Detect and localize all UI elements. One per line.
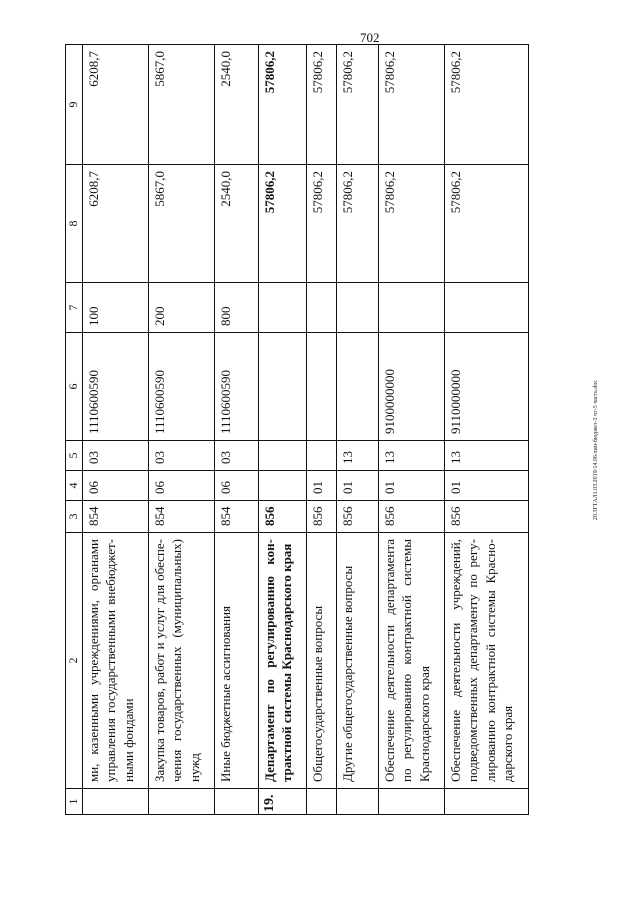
row-amount-col9: 57806,2	[258, 45, 306, 165]
row-index	[148, 789, 214, 815]
row-amount-col9: 57806,2	[306, 45, 336, 165]
row-expense-type: 100	[82, 283, 148, 333]
row-description: Общегосударственные вопросы	[306, 533, 336, 789]
row-section-code	[258, 471, 306, 501]
row-target-code: 1110600590	[214, 333, 258, 441]
file-path-note: 20.3ГТАЛ1.03.2019/14.06/лин-бюджет-3 чт-5 часть.doc	[593, 379, 599, 521]
row-amount-col8: 5867,0	[148, 165, 214, 283]
row-index	[82, 789, 148, 815]
header-col-9: 9	[66, 45, 83, 165]
row-section-code: 01	[444, 471, 528, 501]
row-subsection-code: 03	[214, 441, 258, 471]
row-subsection-code	[306, 441, 336, 471]
row-description: Обеспечение деятельности департамента по регулированию контрактной системы Краснодарского края	[378, 533, 444, 789]
row-expense-type	[306, 283, 336, 333]
row-ved-code: 856	[336, 501, 378, 533]
row-section-code: 06	[214, 471, 258, 501]
row-index	[378, 789, 444, 815]
row-expense-type: 800	[214, 283, 258, 333]
row-subsection-code	[258, 441, 306, 471]
row-ved-code: 856	[378, 501, 444, 533]
row-subsection-code: 03	[148, 441, 214, 471]
row-amount-col8: 6208,7	[82, 165, 148, 283]
row-ved-code: 854	[148, 501, 214, 533]
row-index	[444, 789, 528, 815]
header-col-3: 3	[66, 501, 83, 533]
row-ved-code: 854	[214, 501, 258, 533]
row-section-code: 01	[378, 471, 444, 501]
row-target-code: 9110000000	[444, 333, 528, 441]
page-number: 702	[360, 30, 380, 45]
row-amount-col9: 6208,7	[82, 45, 148, 165]
header-col-6: 6	[66, 333, 83, 441]
row-subsection-code: 13	[378, 441, 444, 471]
row-amount-col9: 2540,0	[214, 45, 258, 165]
row-ved-code: 856	[258, 501, 306, 533]
row-section-code: 01	[336, 471, 378, 501]
row-target-code: 1110600590	[82, 333, 148, 441]
row-subsection-code: 13	[444, 441, 528, 471]
row-expense-type	[444, 283, 528, 333]
row-amount-col9: 57806,2	[336, 45, 378, 165]
row-target-code	[336, 333, 378, 441]
table-row	[148, 45, 214, 815]
row-ved-code: 856	[306, 501, 336, 533]
header-col-4: 4	[66, 471, 83, 501]
row-target-code	[306, 333, 336, 441]
row-expense-type	[258, 283, 306, 333]
row-ved-code: 856	[444, 501, 528, 533]
table-row	[444, 45, 528, 815]
table-row	[258, 45, 306, 815]
row-amount-col8: 57806,2	[444, 165, 528, 283]
row-target-code: 9100000000	[378, 333, 444, 441]
header-col-7: 7	[66, 283, 83, 333]
row-amount-col8: 57806,2	[378, 165, 444, 283]
row-amount-col9: 57806,2	[378, 45, 444, 165]
header-row	[66, 45, 83, 815]
header-col-1: 1	[66, 789, 83, 815]
row-amount-col8: 57806,2	[306, 165, 336, 283]
row-ved-code: 854	[82, 501, 148, 533]
row-description: Обеспечение деятельности учреждений, подведомственных департаменту по регу-лированию контрактной системы Красно-дарского края	[444, 533, 528, 789]
row-index	[306, 789, 336, 815]
header-col-2: 2	[66, 533, 83, 789]
row-index	[214, 789, 258, 815]
row-section-code: 06	[82, 471, 148, 501]
header-col-5: 5	[66, 441, 83, 471]
row-amount-col9: 5867,0	[148, 45, 214, 165]
row-subsection-code: 13	[336, 441, 378, 471]
row-target-code	[258, 333, 306, 441]
table-row	[214, 45, 258, 815]
row-target-code: 1110600590	[148, 333, 214, 441]
row-description: Закупка товаров, работ и услуг для обеспе-чения государственных (муниципальных) нужд	[148, 533, 214, 789]
row-section-code: 01	[306, 471, 336, 501]
table-row	[378, 45, 444, 815]
row-expense-type: 200	[148, 283, 214, 333]
row-index: 19.	[258, 789, 306, 815]
table-row	[82, 45, 148, 815]
row-expense-type	[336, 283, 378, 333]
row-index	[336, 789, 378, 815]
row-description: Иные бюджетные ассигнования	[214, 533, 258, 789]
row-amount-col8: 2540,0	[214, 165, 258, 283]
table-row	[306, 45, 336, 815]
row-description: ми, казенными учреждениями, органами управления государственными внебюджет-ными фондами	[82, 533, 148, 789]
row-expense-type	[378, 283, 444, 333]
row-description: Департамент по регулированию кон-трактной системы Краснодарского края	[258, 533, 306, 789]
row-section-code: 06	[148, 471, 214, 501]
row-amount-col9: 57806,2	[444, 45, 528, 165]
row-amount-col8: 57806,2	[258, 165, 306, 283]
header-col-8: 8	[66, 165, 83, 283]
row-subsection-code: 03	[82, 441, 148, 471]
rotated-budget-table-container	[65, 45, 585, 815]
table-row	[336, 45, 378, 815]
row-description: Другие общегосударственные вопросы	[336, 533, 378, 789]
row-amount-col8: 57806,2	[336, 165, 378, 283]
budget-table	[65, 44, 529, 815]
